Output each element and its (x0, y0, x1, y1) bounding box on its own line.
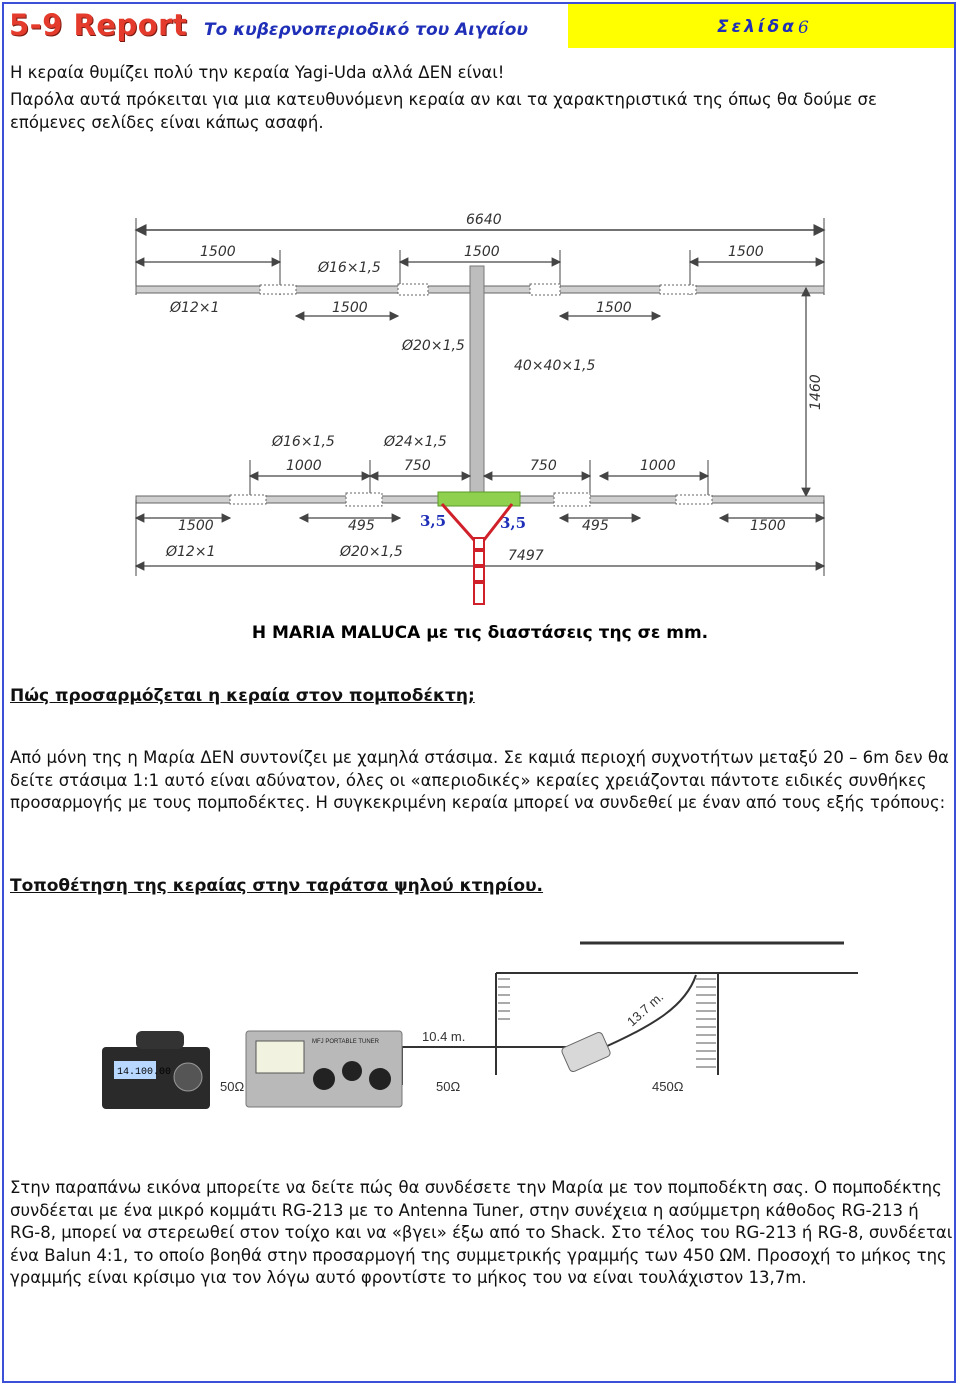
dim-top-tube-12: Ø12×1 (170, 300, 220, 316)
closing-body: Στην παραπάνω εικόνα μπορείτε να δείτε πώς θα συνδέσετε την Μαρία με τον πομποδέκτη σας. Ο πομποδέκτης συνδέεται με ένα μικρό κομμάτι RG-213 με το Antenna Tuner, στην συνέχεια η ασύμμετρη κάθοδος RG-213 ή RG-8, μπορεί να στερεωθεί στον τοίχο και να «βγει» έξω από το Shack. Στο τέλος του RG-213 ή RG-8, συνδέεται ένα Balun 4:1, το οποίο βοηθά στην προσαρμογή της συμμετρικής γραμμής των 450 ΩΜ. Προσοχή το μήκος της γραμμής είναι κρίσιμο για τον λόγω αυτό φροντίστε το μήκος του να είναι τουλάχιστον 13,7m. (10, 1178, 953, 1287)
header-right (568, 4, 954, 48)
dim-bottom-overall: 7497 (508, 548, 544, 564)
tagline: Το κυβερνοπεριοδικό του Αιγαίου (204, 20, 528, 40)
page-number: 6 (798, 18, 809, 38)
dim-bottom-right-1000: 1000 (640, 458, 676, 474)
antenna-tuner (246, 1031, 402, 1107)
tuner-impedance: 50Ω (436, 1079, 461, 1094)
section1-heading: Πώς προσαρμόζεται η κεραία στον πομποδέκτη; (10, 686, 475, 706)
brand-title: 5-9 Report (9, 8, 188, 42)
diagram-caption: Η MARIA MALUCA με τις διαστάσεις της σε mm. (251, 623, 709, 643)
dim-bottom-gap-left: 3,5 (420, 512, 447, 530)
dim-bottom-left-1000: 1000 (286, 458, 322, 474)
dim-top-overall: 6640 (466, 212, 502, 228)
dim-bottom-right-1500: 1500 (750, 518, 786, 534)
antenna-dimension-diagram (100, 200, 860, 610)
radio-impedance: 50Ω (220, 1079, 245, 1094)
dim-bottom-left-750: 750 (404, 458, 431, 474)
radio-transceiver (102, 1031, 210, 1109)
dim-bottom-tube-20: Ø20×1,5 (340, 544, 403, 560)
balun (561, 1031, 612, 1073)
intro-line-2: Παρόλα αυτά πρόκειται για μια κατευθυνόμενη κεραία αν και τα χαρακτηριστικά της όπως θα δούμε σε επόμενες σελίδες είναι κάπως ασαφή. (10, 90, 877, 132)
dim-top-right-tip: 1500 (728, 244, 764, 260)
balun-impedance: 450Ω (652, 1079, 684, 1094)
dim-top-left-inner: 1500 (332, 300, 368, 316)
header-left (4, 4, 568, 48)
dim-bottom-right-750: 750 (530, 458, 557, 474)
page-label: Σελίδα (717, 17, 797, 37)
intro-line-1: Η κεραία θυμίζει πολύ την κεραία Yagi-Uda αλλά ΔΕΝ είναι! (10, 63, 505, 82)
dim-bottom-tube-12: Ø12×1 (166, 544, 216, 560)
section2-heading: Τοποθέτηση της κεραίας στην ταράτσα ψηλού κτηρίου. (10, 876, 544, 896)
dim-top-center: 1500 (464, 244, 500, 260)
dim-top-height: 1460 (808, 374, 824, 410)
tuner-title: MFJ PORTABLE TUNER (312, 1039, 380, 1045)
dim-top-right-inner: 1500 (596, 300, 632, 316)
dim-bottom-tube-24: Ø24×1,5 (384, 434, 447, 450)
dim-top-tube-16: Ø16×1,5 (318, 260, 381, 276)
dim-bottom-left-1500: 1500 (178, 518, 214, 534)
dim-bottom-gap-right: 3,5 (500, 514, 527, 532)
station-setup-diagram (96, 935, 866, 1125)
line-length-label: 13.7 m. (623, 989, 667, 1030)
dim-top-left-tip: 1500 (200, 244, 236, 260)
dim-bottom-tube-16: Ø16×1,5 (272, 434, 335, 450)
dim-bottom-right-495: 495 (582, 518, 609, 534)
radio-display: 14.100.00 (117, 1067, 172, 1078)
dim-bottom-left-495: 495 (348, 518, 375, 534)
coax-length-label: 10.4 m. (422, 1029, 466, 1044)
section1-body: Από μόνη της η Μαρία ΔΕΝ συντονίζει με χαμηλά στάσιμα. Σε καμιά περιοχή συχνοτήτων μεταξύ 20 – 6m δεν θα δείτε στάσιμα 1:1 αυτό είναι αδύνατον, όλες οι «απεριοδικές» κεραίες χρειάζονται πάντοτε ειδικές συνθήκες προσαρμογής με τους πομποδέκτες. Η συγκεκριμένη κεραία μπορεί να συνδεθεί με έναν από τους εξής τρόπους: (10, 748, 949, 812)
dim-top-boom: 40×40×1,5 (514, 358, 596, 374)
dim-top-tube-20: Ø20×1,5 (402, 338, 465, 354)
